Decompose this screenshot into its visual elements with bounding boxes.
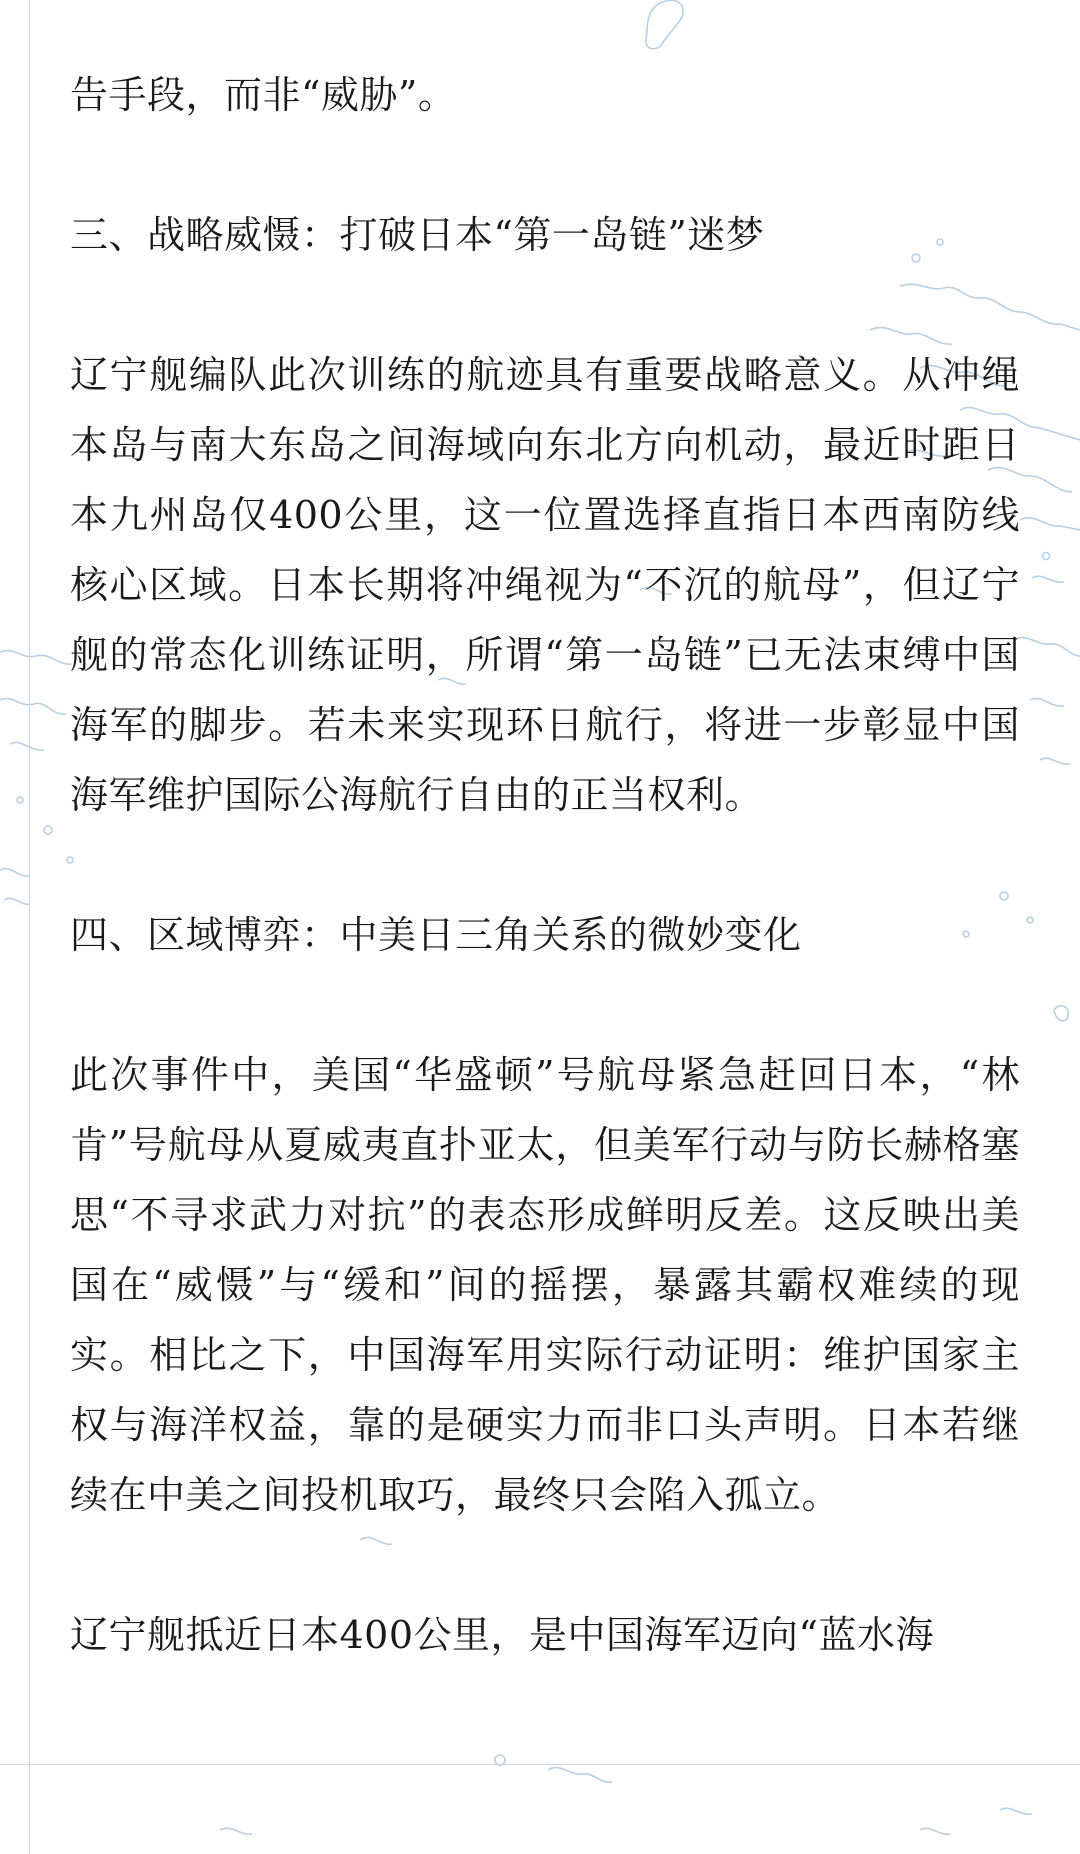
article-body [70, 60, 1020, 1670]
paragraph-regional-game: 此次事件中，美国“华盛顿”号航母紧急赶回日本，“林肯”号航母从夏威夷直扑亚太，但美军行动与防长赫格塞思“不寻求武力对抗”的表态形成鲜明反差。这反映出美国在“威慑”与“缓和”间的摇摆，暴露其霸权难续的现实。相比之下，中国海军用实际行动证明：维护国家主权与海洋权益，靠的是硬实力而非口头声明。日本若继续在中美之间投机取巧，最终只会陷入孤立。 [70, 1053, 1020, 1517]
paragraph-tail: 告手段，而非“威胁”。 [70, 73, 457, 117]
paragraph-strategic-deterrence: 辽宁舰编队此次训练的航迹具有重要战略意义。从冲绳本岛与南大东岛之间海域向东北方向机动，最近时距日本九州岛仅400公里，这一位置选择直指日本西南防线核心区域。日本长期将冲绳视为“不沉的航母”，但辽宁舰的常态化训练证明，所谓“第一岛链”已无法束缚中国海军的脚步。若未来实现环日航行，将进一步彰显中国海军维护国际公海航行自由的正当权利。 [70, 353, 1020, 817]
page-margin-guide-horizontal [0, 1764, 1080, 1765]
section-heading-4: 四、区域博弈：中美日三角关系的微妙变化 [70, 913, 802, 957]
page-margin-guide-vertical [29, 0, 30, 1854]
paragraph-conclusion-start: 辽宁舰抵近日本400公里，是中国海军迈向“蓝水海 [70, 1613, 934, 1657]
section-heading-3: 三、战略威慑：打破日本“第一岛链”迷梦 [70, 213, 765, 257]
